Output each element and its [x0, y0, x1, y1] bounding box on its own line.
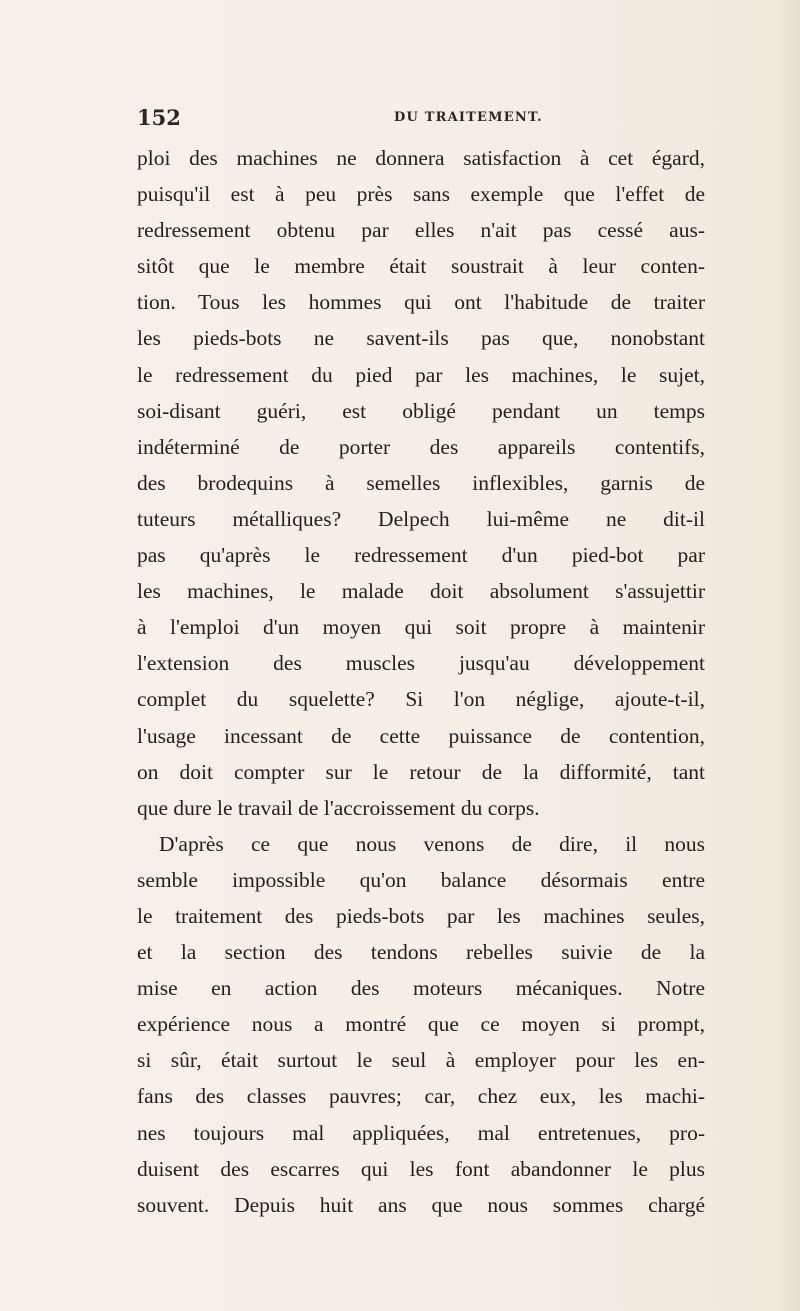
text-line: pas qu'après le redressement d'un pied-bot par [137, 543, 705, 568]
page-edge-shadow [778, 0, 800, 1311]
text-line: semble impossible qu'on balance désormais entre [137, 867, 705, 892]
text-line: indéterminé de porter des appareils contentifs, [137, 434, 705, 459]
page-number: 152 [137, 105, 181, 130]
text-line: ploi des machines ne donnera satisfaction à cet égard, [137, 146, 705, 170]
text-line: complet du squelette? Si l'on néglige, ajoute-t-il, [137, 687, 705, 712]
text-line: les pieds-bots ne savent-ils pas que, nonobstant [137, 326, 705, 351]
text-line: fans des classes pauvres; car, chez eux, les machi- [137, 1084, 705, 1109]
text-line: à l'emploi d'un moyen qui soit propre à maintenir [137, 615, 705, 640]
running-title: DU TRAITEMENT. [394, 110, 543, 125]
text-line: sitôt que le membre était soustrait à leur conten- [137, 254, 705, 279]
text-line: duisent des escarres qui les font abandonner le plus [137, 1156, 705, 1181]
text-line-paragraph-start: D'après ce que nous venons de dire, il nous [159, 831, 705, 856]
text-line: mise en action des moteurs mécaniques. Notre [137, 976, 705, 1001]
body-text [137, 140, 705, 1223]
text-line: l'usage incessant de cette puissance de contention, [137, 723, 705, 748]
text-line: nes toujours mal appliquées, mal entretenues, pro- [137, 1120, 705, 1145]
text-line: puisqu'il est à peu près sans exemple que l'effet de [137, 182, 705, 207]
text-line: des brodequins à semelles inflexibles, garnis de [137, 470, 705, 495]
text-line: tion. Tous les hommes qui ont l'habitude de traiter [137, 290, 705, 315]
text-line: et la section des tendons rebelles suivie de la [137, 940, 705, 965]
text-line: l'extension des muscles jusqu'au développement [137, 651, 705, 676]
text-line: on doit compter sur le retour de la difformité, tant [137, 759, 705, 784]
text-line: souvent. Depuis huit ans que nous sommes chargé [137, 1192, 705, 1217]
running-header [137, 105, 697, 139]
text-line: redressement obtenu par elles n'ait pas cessé aus- [137, 218, 705, 243]
text-line: si sûr, était surtout le seul à employer pour les en- [137, 1048, 705, 1073]
text-line: les machines, le malade doit absolument s'assujettir [137, 579, 705, 604]
text-line: expérience nous a montré que ce moyen si prompt, [137, 1012, 705, 1037]
text-line: le traitement des pieds-bots par les machines seules, [137, 903, 705, 928]
text-line: soi-disant guéri, est obligé pendant un temps [137, 398, 705, 423]
text-line-paragraph-end: que dure le travail de l'accroissement du corps. [137, 795, 540, 820]
text-line: tuteurs métalliques? Delpech lui-même ne dit-il [137, 506, 705, 531]
text-line: le redressement du pied par les machines, le sujet, [137, 362, 705, 387]
